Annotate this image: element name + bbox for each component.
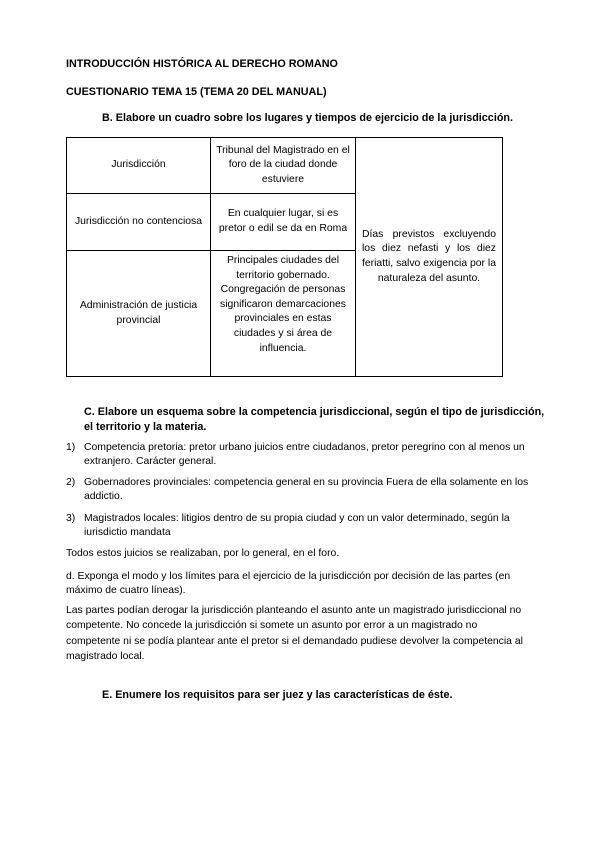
list-item-number: 1) xyxy=(66,442,76,453)
table-row xyxy=(67,138,503,194)
list-item-number: 2) xyxy=(66,477,76,488)
question-c-line1: C. Elabore un esquema sobre la competencia jurisdiccional, según el tipo de jurisdicción, xyxy=(84,406,545,418)
question-c-line2: el territorio y la materia. xyxy=(84,421,207,433)
list-item-text: Magistrados locales: litigios dentro de su propia ciudad y con un valor determinado, según la iurisdictio mandata xyxy=(84,513,510,538)
cell-jurisdiction: Jurisdicción xyxy=(67,138,211,194)
document-title: INTRODUCCIÓN HISTÓRICA AL DERECHO ROMANO xyxy=(66,58,338,70)
cell-place: Principales ciudades del territorio gobernado. Congregación de personas significaron demarcaciones provinciales en estas ciudades y si área de influencia. xyxy=(211,251,356,377)
list-item-number: 3) xyxy=(66,513,76,524)
list-item-text: Gobernadores provinciales: competencia general en su provincia Fuera de ella solamente en los addictio. xyxy=(84,477,529,502)
cell-time: Días previstos excluyendo los diez nefasti y los diez feriatti, salvo exigencia por la naturaleza del asunto. xyxy=(356,138,503,377)
list-item-text: Competencia pretoria: pretor urbano juicios entre ciudadanos, pretor peregrino con al menos un extranjero. Carácter general. xyxy=(84,442,525,467)
cell-place: Tribunal del Magistrado en el foro de la ciudad donde estuviere xyxy=(211,138,356,194)
cell-jurisdiction: Administración de justicia provincial xyxy=(67,251,211,377)
cell-place: En cualquier lugar, si es pretor o edil se da en Roma xyxy=(211,194,356,251)
cell-jurisdiction: Jurisdicción no contenciosa xyxy=(67,194,211,251)
question-e: E. Enumere los requisitos para ser juez y las características de éste. xyxy=(102,689,453,701)
question-b: B. Elabore un cuadro sobre los lugares y tiempos de ejercicio de la jurisdicción. xyxy=(102,112,514,124)
closing-note: Todos estos juicios se realizaban, por lo general, en el foro. xyxy=(66,548,340,559)
jurisdiction-table xyxy=(66,137,503,377)
document-subtitle: CUESTIONARIO TEMA 15 (TEMA 20 DEL MANUAL) xyxy=(66,86,327,98)
answer-d: Las partes podían derogar la jurisdicción planteando el asunto ante un magistrado jurisdiccional no competente. No concede la jurisdicción si somete un asunto por error a un magistrado no competente ni se podía plantear ante el pretor si el demandado pudiese devolver la competencia al magistrado local. xyxy=(66,605,523,663)
question-d: d. Exponga el modo y los límites para el ejercicio de la jurisdicción por decisión de las partes (en máximo de cuatro líneas). xyxy=(66,571,511,596)
